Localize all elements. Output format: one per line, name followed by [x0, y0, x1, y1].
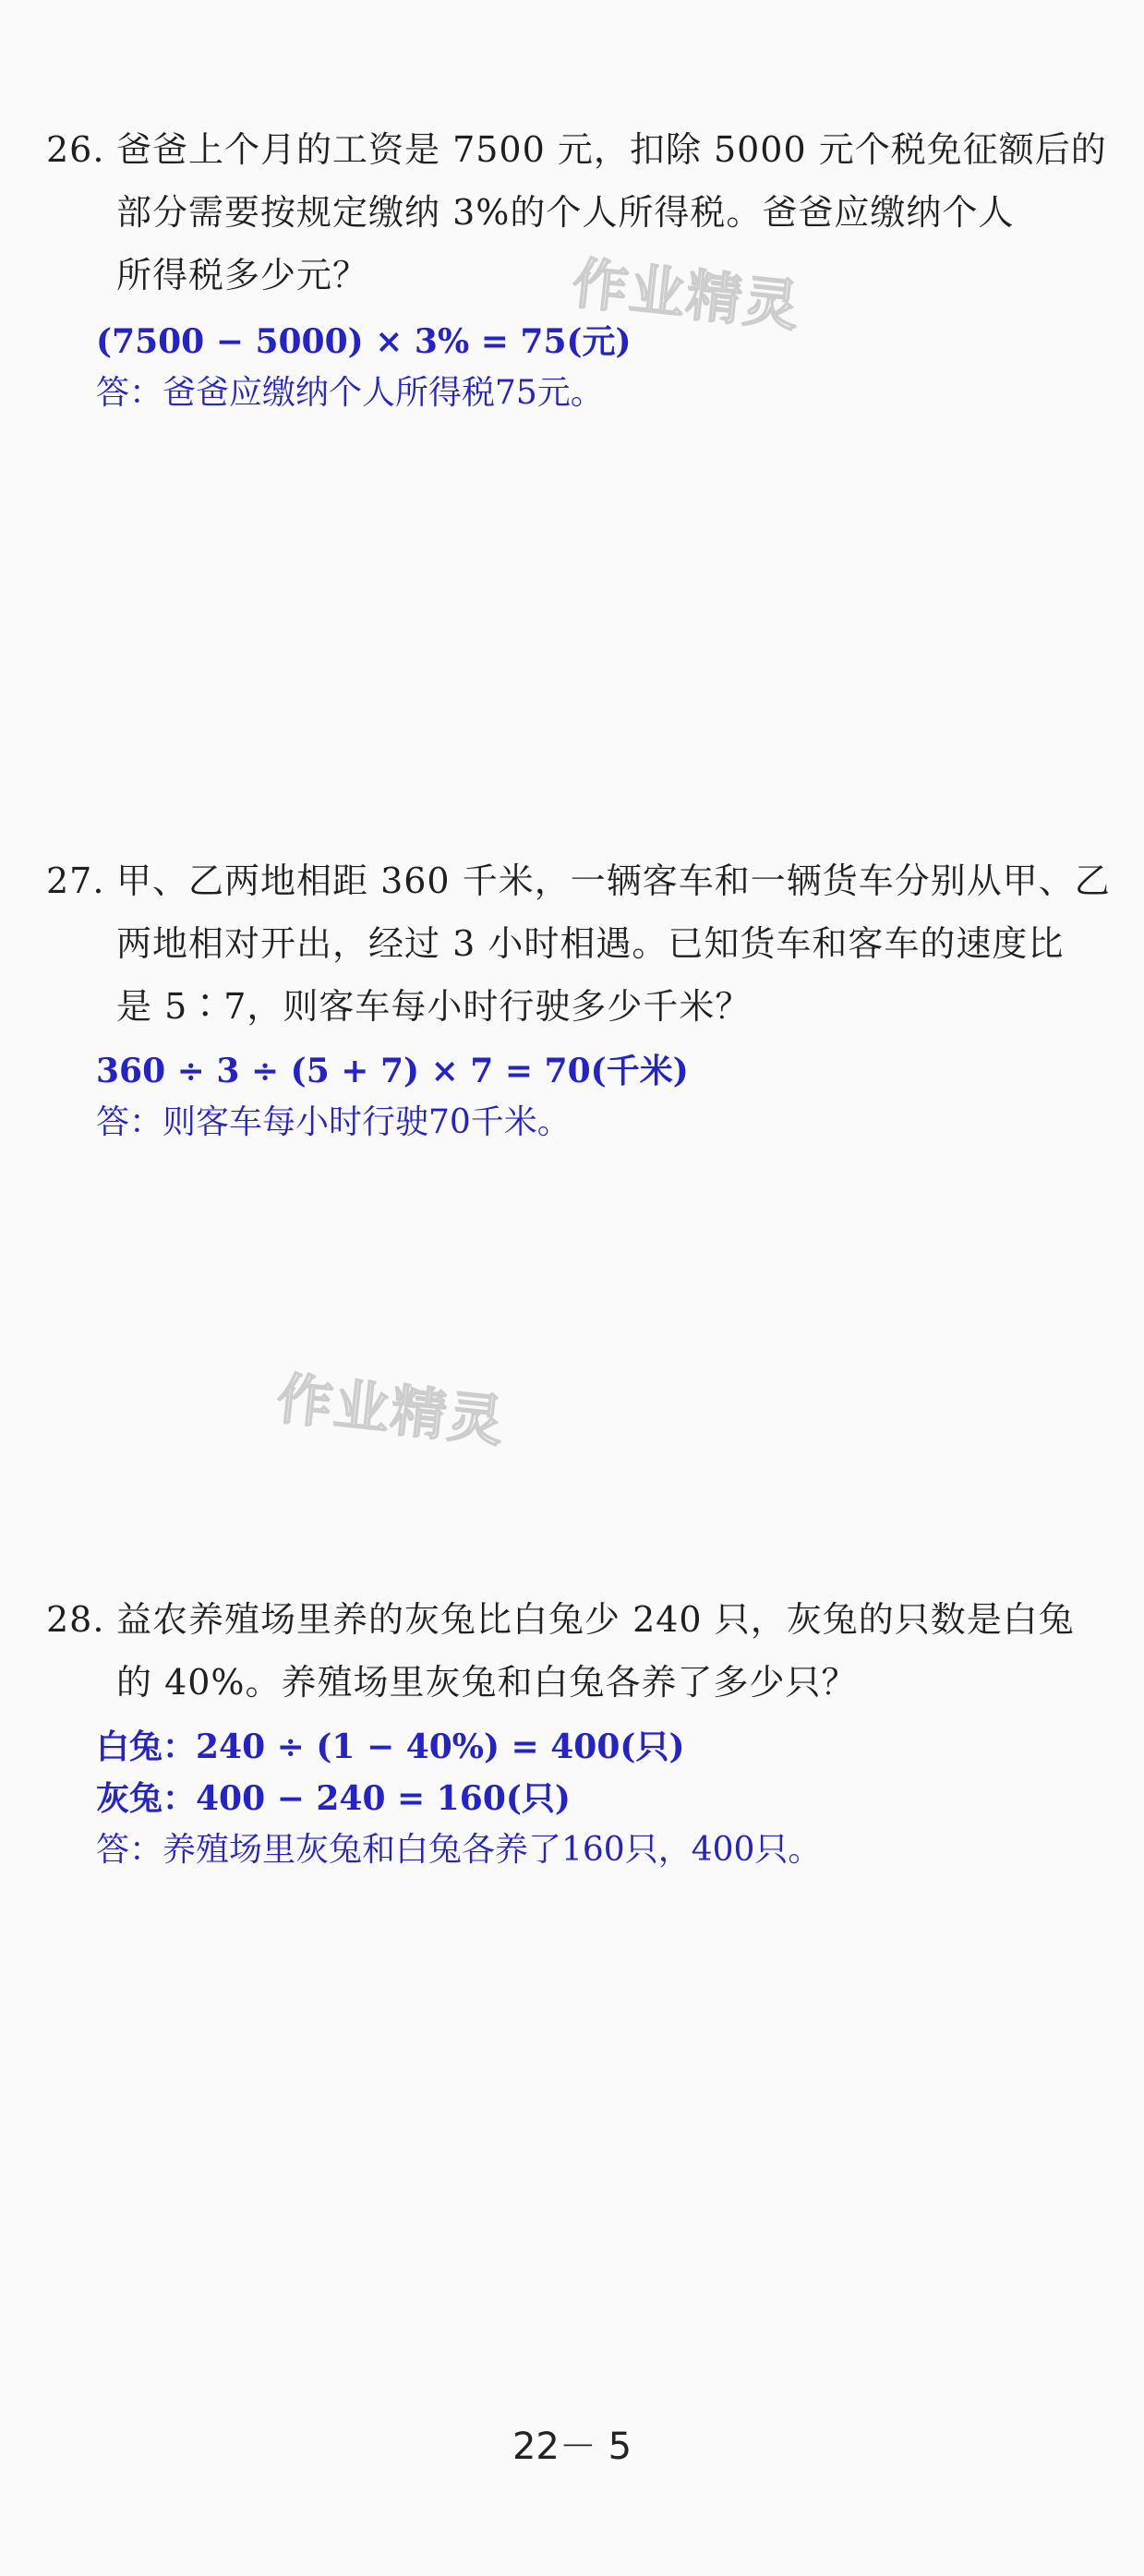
problem-27: [46, 849, 1111, 1149]
answer-block: [46, 316, 1080, 419]
problem-text: 的 40%。养殖场里灰兔和白兔各养了多少只？: [116, 1662, 858, 1703]
problem-text: 部分需要按规定缴纳 3%的个人所得税。爸爸应缴纳个人: [116, 192, 1015, 233]
problem-line: [46, 849, 1111, 912]
answer-statement: 答：爸爸应缴纳个人所得税75元。: [96, 374, 604, 412]
problem-text: 是 5∶7，则客车每小时行驶多少千米？: [116, 986, 752, 1027]
watermark-logo: 作业精灵: [569, 251, 804, 340]
answer-statement: 答：养殖场里灰兔和白兔各养了160只，400只。: [96, 1831, 822, 1869]
problem-text: 甲、乙两地相距 360 千米，一辆客车和一辆货车分别从甲、乙: [116, 861, 1111, 901]
problem-text: 两地相对开出，经过 3 小时相遇。已知货车和客车的速度比: [116, 923, 1065, 964]
answer-equation: 360 ÷ 3 ÷ (5 + 7) × 7 = 70(千米): [96, 1052, 689, 1090]
page-number: 22－ 5: [512, 2426, 632, 2468]
problem-26: [46, 118, 1107, 419]
answer-equation: (7500 − 5000) × 3% = 75(元): [96, 322, 632, 361]
problem-text: 所得税多少元？: [116, 255, 369, 295]
watermark-logo: 作业精灵: [273, 1366, 509, 1455]
problem-number: 27.: [46, 861, 105, 901]
answer-equation-grey-rabbit: 灰兔：400 − 240 = 160(只): [96, 1779, 571, 1818]
problem-28: [46, 1588, 1080, 1876]
problem-text: 益农养殖场里养的灰兔比白兔少 240 只，灰兔的只数是白兔: [116, 1599, 1075, 1640]
answer-block: [46, 1721, 1080, 1876]
answer-equation-white-rabbit: 白兔：240 ÷ (1 − 40%) = 400(只): [96, 1727, 685, 1766]
problem-line: [46, 1588, 1080, 1651]
problem-number: 26.: [46, 129, 105, 170]
problem-number: 28.: [46, 1599, 105, 1640]
problem-text: 爸爸上个月的工资是 7500 元，扣除 5000 元个税免征额后的: [116, 129, 1107, 170]
answer-block: [46, 1045, 1080, 1149]
problem-line: [46, 118, 1107, 181]
answer-statement: 答：则客车每小时行驶70千米。: [96, 1103, 571, 1141]
